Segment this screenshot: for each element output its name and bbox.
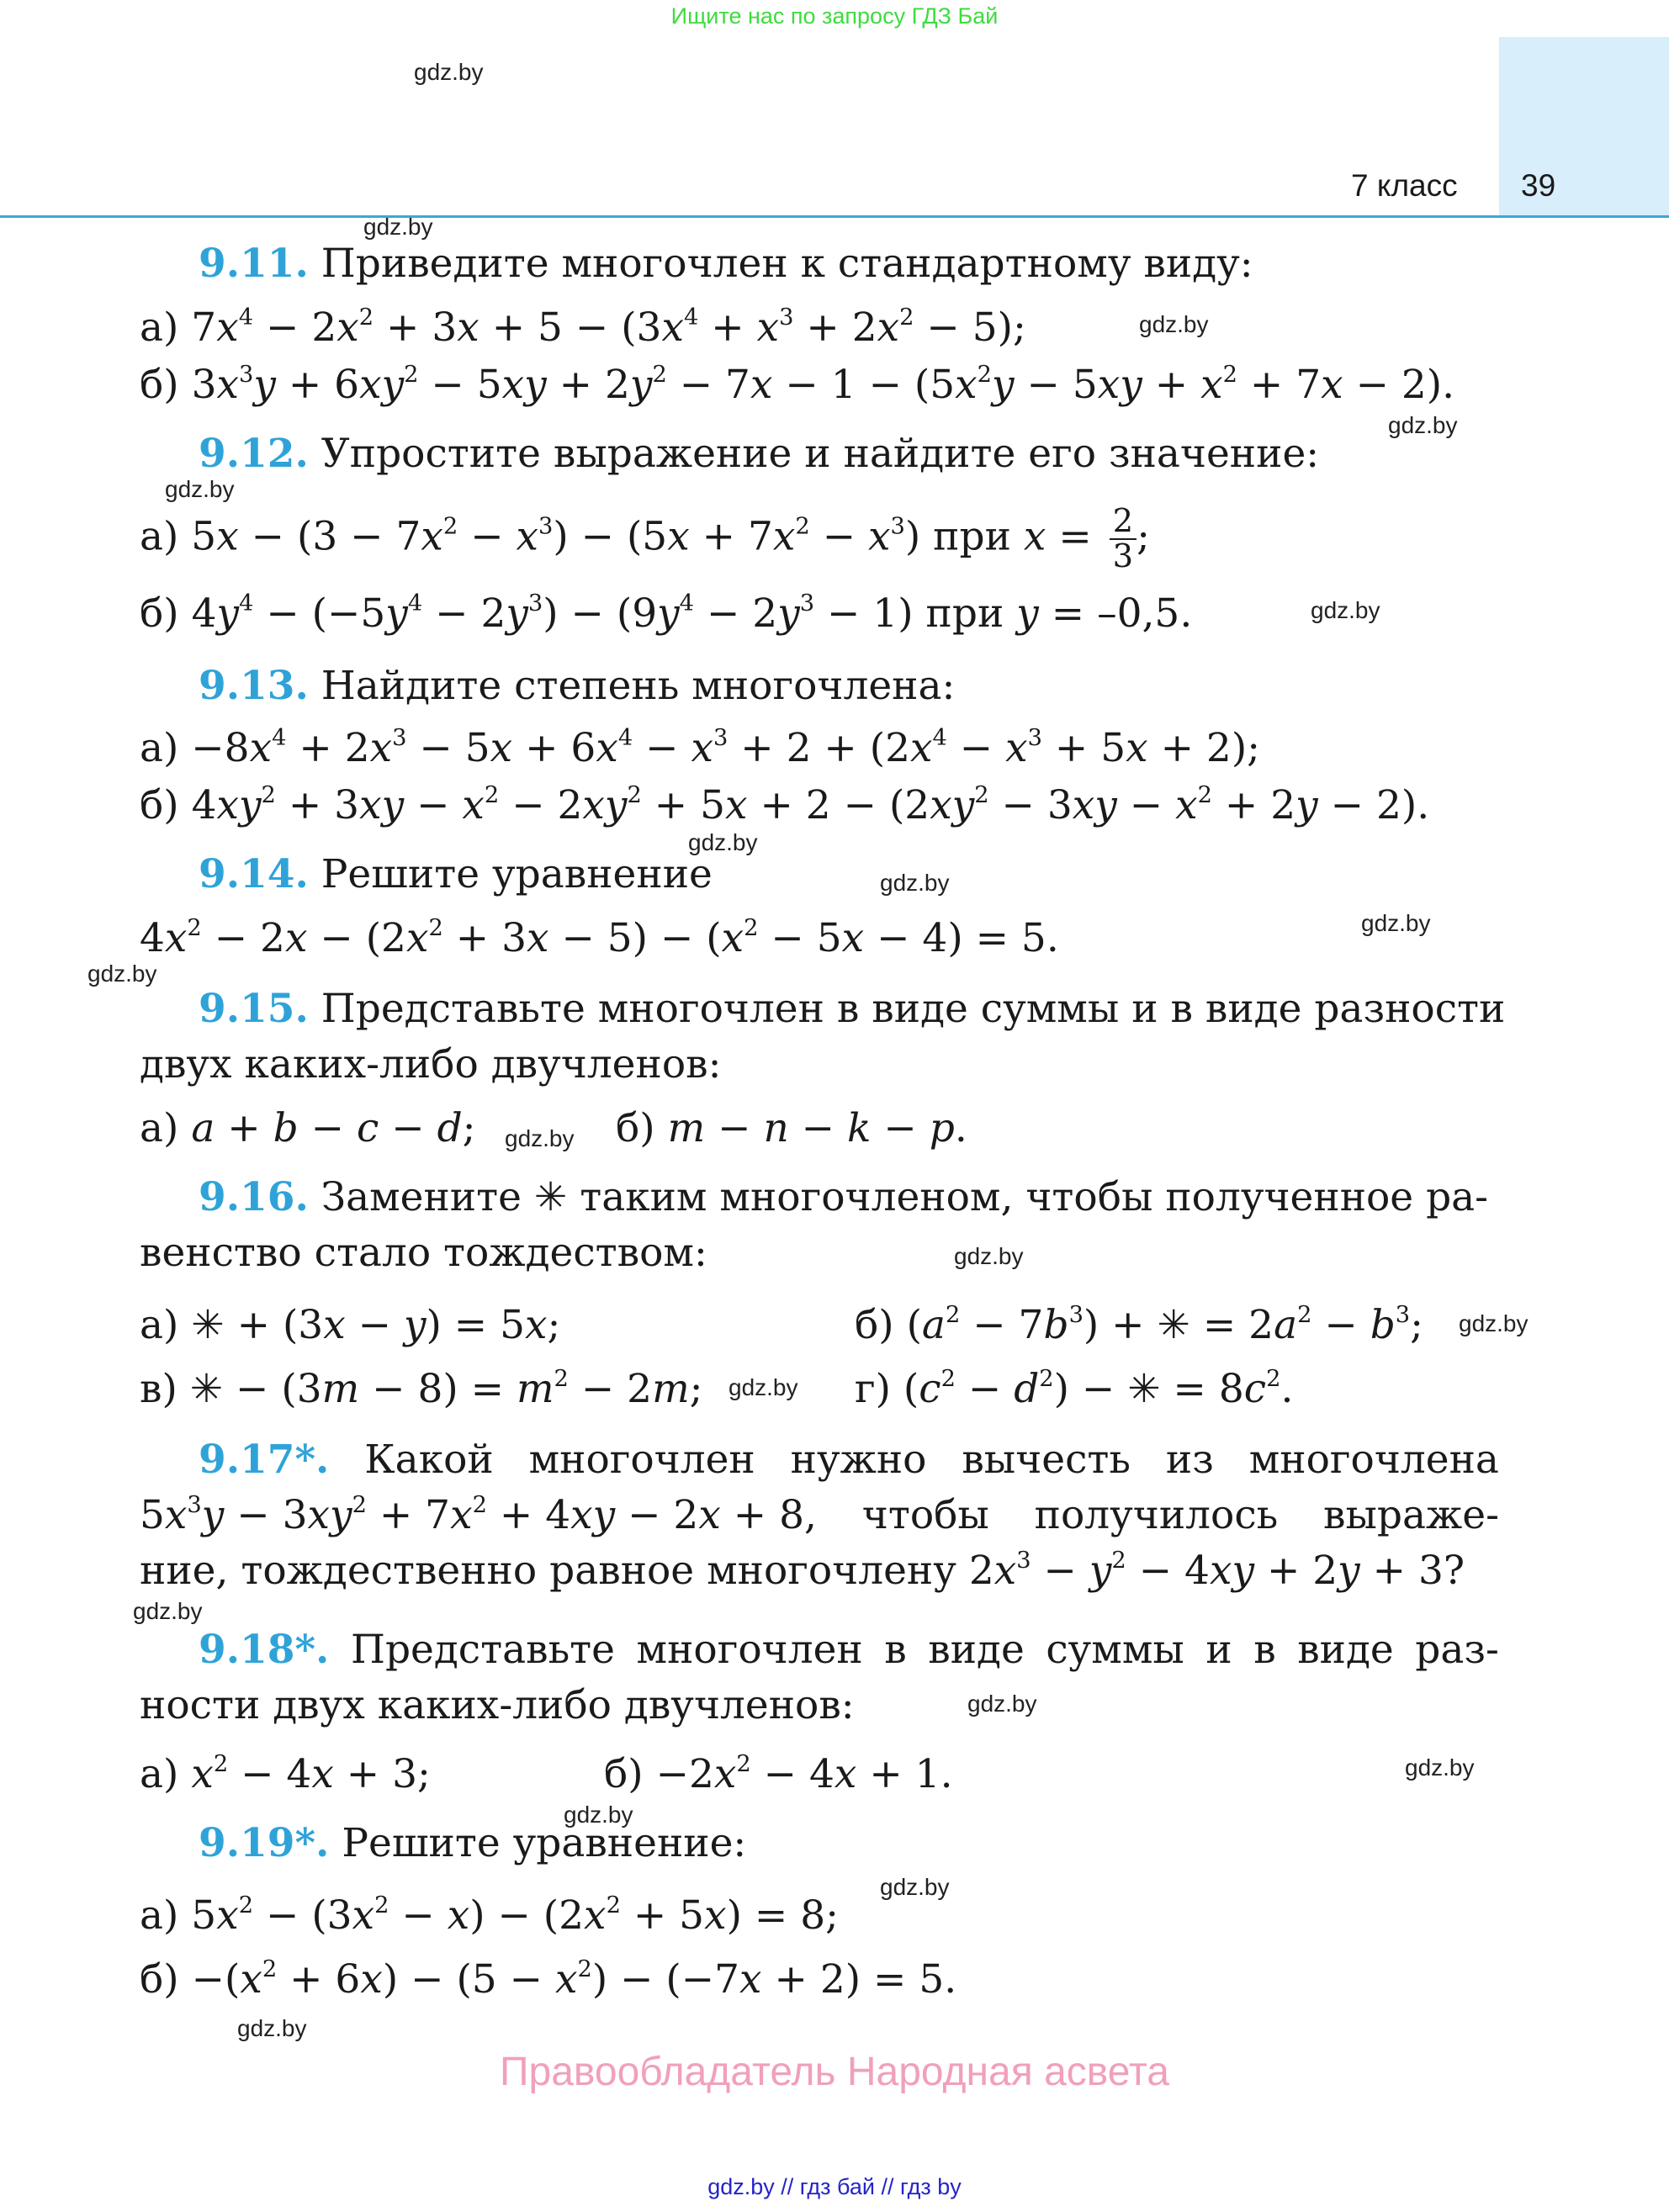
problem-9-16-a: а) ✳ + (3x − y) = 5x; — [140, 1302, 561, 1348]
item-label: б) — [140, 1956, 179, 2003]
item-label: б) — [140, 362, 179, 408]
problem-text: Представьте многочлен в виде суммы и в виде разности — [321, 986, 1506, 1032]
watermark: gdz.by — [880, 870, 950, 896]
problem-9-19-b: $б) -(x^2 + 6x) - (5 - x^2) - (-7x + 2) = 5$. — [140, 1955, 957, 2003]
item-label: б) — [616, 1105, 655, 1151]
problem-9-16-heading — [199, 1174, 1489, 1220]
problem-9-14-heading — [199, 851, 713, 897]
copyright-notice: Правообладатель Народная асвета — [500, 2050, 1169, 2094]
watermark: gdz.by — [237, 2015, 307, 2041]
header-rule — [0, 215, 1669, 218]
item-label: б) — [855, 1302, 894, 1348]
problem-text: Решите уравнение: — [342, 1820, 747, 1866]
problem-9-14-equation: $4x^2 - 2x - (2x^2 + 3x - 5) - (x^2 - 5x - 4) = 5$. — [140, 914, 1059, 961]
watermark: gdz.by — [1459, 1310, 1529, 1336]
problem-9-19-heading — [199, 1820, 747, 1866]
item-label: б) — [604, 1751, 644, 1797]
problem-number: 9.16. — [199, 1174, 309, 1220]
problem-9-17-line2: $5x^3y - 3xy^2 + 7x^2 + 4xy - 2x + 8$, чтобы получилось выраже- — [140, 1491, 1499, 1538]
problem-text: Упростите выражение и найдите его значение: — [321, 431, 1320, 477]
watermark: gdz.by — [1361, 910, 1431, 936]
watermark: gdz.by — [165, 476, 235, 502]
problem-number: 9.13. — [199, 663, 309, 709]
watermark: gdz.by — [729, 1374, 798, 1400]
problem-9-13-heading — [199, 663, 956, 709]
item-label: а) — [140, 725, 179, 771]
item-label: в) — [140, 1366, 177, 1412]
watermark: gdz.by — [1311, 597, 1380, 623]
watermark: gdz.by — [967, 1691, 1037, 1717]
problem-number: 9.17*. — [199, 1437, 330, 1483]
watermark: gdz.by — [688, 829, 758, 855]
problem-9-12-a: а) $5x - (3 - 7x^2 - x^3) - (5x + 7x^2 - x^3)$ при x = $\frac{2}{3}$ ; — [140, 502, 1151, 576]
problem-number: 9.19*. — [199, 1820, 330, 1866]
watermark: gdz.by — [1139, 311, 1209, 337]
item-label: а) — [140, 513, 179, 560]
problem-text: Решите уравнение — [321, 851, 713, 897]
problem-number: 9.12. — [199, 431, 309, 477]
item-label: а) — [140, 1302, 179, 1348]
watermark: gdz.by — [1388, 412, 1458, 438]
watermark: gdz.by — [954, 1243, 1024, 1269]
problem-9-13-a: $а) -8x^4 + 2x^3 - 5x + 6x^4 - x^3 + 2 + (2x^4 - x^3 + 5x + 2)$; — [140, 724, 1261, 771]
watermark: gdz.by — [363, 214, 433, 240]
problem-text: Замените ✳ таким многочленом, чтобы полученное ра- — [321, 1174, 1489, 1220]
when-word: при — [933, 513, 1011, 560]
watermark: gdz.by — [880, 1874, 950, 1900]
polynomial: $5x^3y - 3xy^2 + 7x^2 + 4xy - 2x + 8$, — [140, 1491, 817, 1538]
problem-9-15-b: б) m − n − k − p. — [616, 1105, 967, 1151]
problem-9-11-heading — [199, 241, 1253, 287]
top-banner[interactable]: Ищите нас по запросу ГДЗ Бай — [670, 3, 999, 29]
item-label: а) — [140, 1892, 179, 1939]
item-label: г) — [855, 1366, 891, 1412]
problem-9-15-a: а) a + b − c − d; — [140, 1105, 476, 1151]
problem-9-18-line2: ности двух каких-либо двучленов: — [140, 1682, 855, 1728]
problem-9-12-heading — [199, 431, 1320, 477]
item-label: а) — [140, 1751, 179, 1797]
grade-label: 7 класс — [1351, 168, 1458, 203]
problem-text: Найдите степень многочлена: — [321, 663, 956, 709]
watermark: gdz.by — [133, 1598, 203, 1624]
problem-9-18-a: а) $x^2 - 4x + 3$; — [140, 1750, 431, 1797]
item-label: а) — [140, 1105, 179, 1151]
problem-9-16-d: г) $(c^2 - d^2)$ − ✳ = $8c^2$. — [855, 1365, 1294, 1412]
problem-9-16-c: в) ✳ − $(3m - 8) = m^2 - 2m$; — [140, 1365, 703, 1412]
problem-9-16-text2: венство стало тождеством: — [140, 1230, 707, 1276]
page-number: 39 — [1521, 168, 1556, 203]
watermark: gdz.by — [87, 960, 157, 987]
fraction: $\frac{2}{3}$ — [1110, 505, 1137, 574]
problem-9-18-b: $б) -2x^2 - 4x + 1$. — [604, 1750, 953, 1797]
problem-text: Приведите многочлен к стандартному виду: — [321, 241, 1253, 287]
problem-9-19-a: а) $5x^2 - (3x^2 - x) - (2x^2 + 5x) = 8$; — [140, 1892, 839, 1939]
problem-9-13-b: б) $4xy^2 + 3xy - x^2 - 2xy^2 + 5x + 2 - (2xy^2 - 3xy - x^2 + 2y - 2)$. — [140, 781, 1430, 828]
problem-9-17-line3: ние, тождественно равное многочлену $2x^3 - y^2 - 4xy + 2y + 3$? — [140, 1547, 1465, 1594]
problem-number: 9.15. — [199, 986, 309, 1032]
item-label: б) — [140, 782, 179, 828]
problem-number: 9.18*. — [199, 1627, 330, 1673]
problem-number: 9.11. — [199, 241, 309, 287]
problem-9-18-line1: 9.18*. Представьте многочлен в виде суммы и в виде раз- — [199, 1627, 1499, 1673]
problem-9-11-a: а) $7x^4 - 2x^2 + 3x + 5 - (3x^4 + x^3 + 2x^2 - 5)$; — [140, 304, 1026, 351]
watermark: gdz.by — [505, 1125, 575, 1151]
y-value: –0,5. — [1097, 590, 1193, 637]
watermark: gdz.by — [1405, 1754, 1475, 1781]
problem-number: 9.14. — [199, 851, 309, 897]
problem-9-11-b: б) $3x^3y + 6xy^2 - 5xy + 2y^2 - 7x - 1 - (5x^2y - 5xy + x^2 + 7x - 2)$. — [140, 361, 1455, 408]
item-label: б) — [140, 590, 179, 637]
when-word: при — [925, 590, 1004, 637]
watermark: gdz.by — [564, 1802, 633, 1828]
problem-9-12-b: б) $4y^4 - (-5y^4 - 2y^3) - (9y^4 - 2y^3 - 1)$ при y = –0,5. — [140, 590, 1193, 637]
watermark: gdz.by — [414, 59, 484, 85]
footer-links[interactable]: gdz.by // гдз бай // гдз by — [707, 2174, 962, 2199]
problem-9-16-b: б) $(a^2 - 7b^3)$ + ✳ = $2a^2 - b^3$; — [855, 1301, 1423, 1348]
problem-9-15-heading — [199, 986, 1506, 1032]
problem-9-17-line1: 9.17*. Какой многочлен нужно вычесть из многочлена — [199, 1437, 1499, 1483]
item-label: а) — [140, 304, 179, 351]
problem-9-15-text2: двух каких-либо двучленов: — [140, 1041, 722, 1087]
